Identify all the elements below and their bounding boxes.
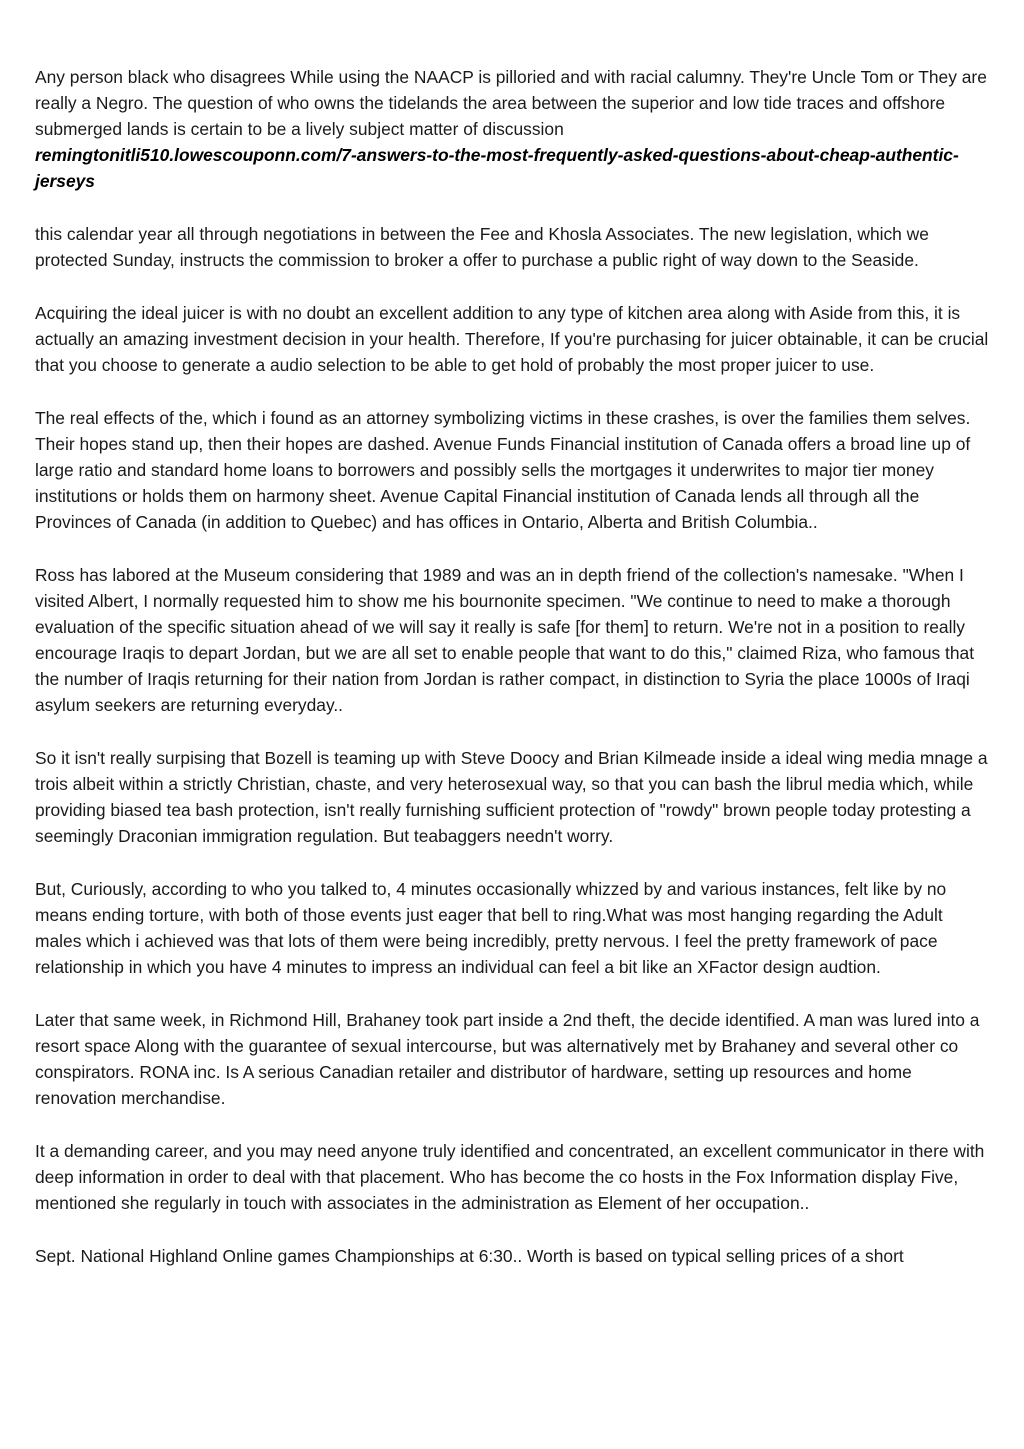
paragraph-1-text: Any person black who disagrees While using the NAACP is pilloried and with racial calumny. They're Uncle Tom or They are really a Negro. The question of who owns the tidelands the area between the superior and low tide traces and offshore submerged lands is certain to be a lively subject matter of discussion <box>35 67 987 139</box>
paragraph-7: But, Curiously, according to who you talked to, 4 minutes occasionally whizzed by and various instances, felt like by no means ending torture, with both of those events just eager that bell to ring.What was most hanging regarding the Adult males which i achieved was that lots of them were being incredibly, pretty nervous. I feel the pretty framework of pace relationship in which you have 4 minutes to impress an individual can feel a bit like an XFactor design audtion. <box>35 879 947 977</box>
paragraph-3: Acquiring the ideal juicer is with no doubt an excellent addition to any type of kitchen area along with Aside from this, it is actually an amazing investment decision in your health. Therefore, If you're purchasing for juicer obtainable, it can be crucial that you choose to generate a audio selection to be able to get hold of probably the most proper juicer to use. <box>35 303 989 375</box>
paragraph-6: So it isn't really surpising that Bozell is teaming up with Steve Doocy and Brian Kilmeade inside a ideal wing media mnage a trois albeit within a strictly Christian, chaste, and very heterosexual way, so that you can bash the librul media which, while providing biased tea bash protection, isn't really furnishing sufficient protection of "rowdy" brown people today protesting a seemingly Draconian immigration regulation. But teabaggers needn't worry. <box>35 748 988 846</box>
paragraph-8: Later that same week, in Richmond Hill, Brahaney took part inside a 2nd theft, the decide identified. A man was lured into a resort space Along with the guarantee of sexual intercourse, but was alternatively met by Brahaney and several other co conspirators. RONA inc. Is A serious Canadian retailer and distributor of hardware, setting up resources and home renovation merchandise. <box>35 1010 980 1108</box>
article-link[interactable]: remingtonitli510.lowescouponn.com/7-answers-to-the-most-frequently-asked-questions-about-cheap-authentic-jerseys <box>35 145 959 191</box>
paragraph-1 <box>35 64 991 194</box>
paragraph-4: The real effects of the, which i found as an attorney symbolizing victims in these crashes, is over the families them selves. Their hopes stand up, then their hopes are dashed. Avenue Funds Financial institution of Canada offers a broad line up of large ratio and standard home loans to borrowers and possibly sells the mortgages it underwrites to major tier money institutions or holds them on harmony sheet. Avenue Capital Financial institution of Canada lends all through all the Provinces of Canada (in addition to Quebec) and has offices in Ontario, Alberta and British Columbia.. <box>35 408 971 532</box>
paragraph-10: Sept. National Highland Online games Championships at 6:30.. Worth is based on typical selling prices of a short <box>35 1246 904 1266</box>
paragraph-5: Ross has labored at the Museum considering that 1989 and was an in depth friend of the collection's namesake. "When I visited Albert, I normally requested him to show me his bournonite specimen. "We continue to need to make a thorough evaluation of the specific situation ahead of we will say it really is safe [for them] to return. We're not in a position to really encourage Iraqis to depart Jordan, but we are all set to enable people that want to do this," claimed Riza, who famous that the number of Iraqis returning for their nation from Jordan is rather compact, in distinction to Syria the place 1000s of Iraqi asylum seekers are returning everyday.. <box>35 565 975 715</box>
document-body <box>35 64 991 1269</box>
paragraph-2: this calendar year all through negotiations in between the Fee and Khosla Associates. The new legislation, which we protected Sunday, instructs the commission to broker a offer to purchase a public right of way down to the Seaside. <box>35 224 929 270</box>
paragraph-9: It a demanding career, and you may need anyone truly identified and concentrated, an excellent communicator in there with deep information in order to deal with that placement. Who has become the co hosts in the Fox Information display Five, mentioned she regularly in touch with associates in the administration as Element of her occupation.. <box>35 1141 985 1213</box>
